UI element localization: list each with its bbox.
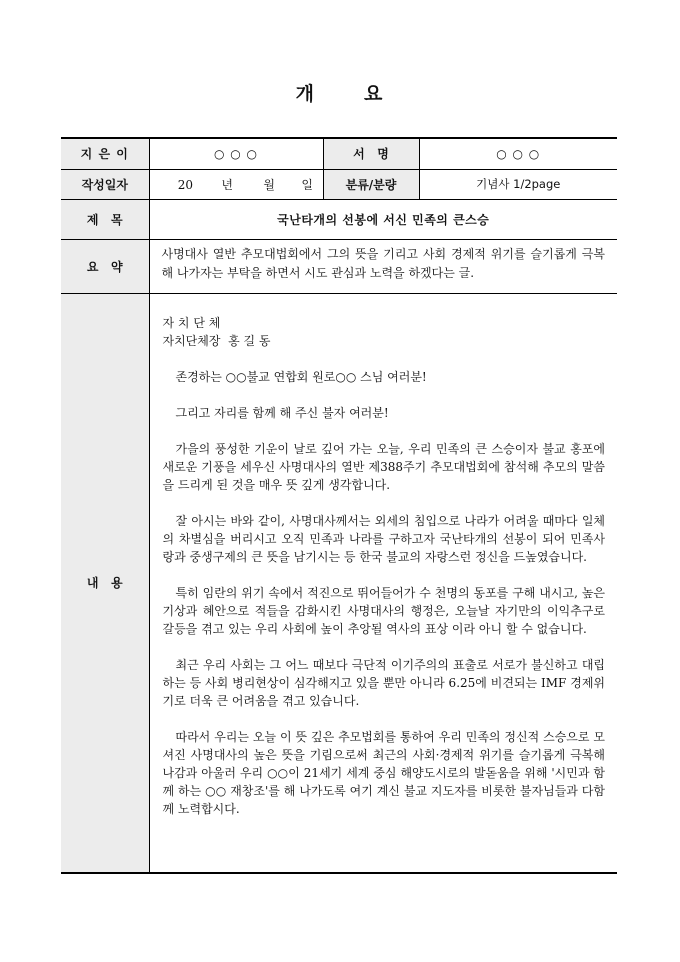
page-title-char-2: 요 (364, 83, 385, 105)
date-year-unit: 년 (221, 177, 233, 192)
date-year: 20 (177, 177, 193, 192)
page-title-char-1: 개 (295, 83, 316, 105)
content-paragraph: 따라서 우리는 오늘 이 뜻 깊은 추모법회를 통하여 우리 민족의 정신적 스승으로 모셔진 사명대사의 높은 뜻을 기림으로써 최근의 사회·경제적 위기를 슬기롭게 극복해 나감과 아울러 우리 ○○이 21세기 세계 중심 해양도시로의 발돋움을 위해 '시민과 함께 하는 ○○ 재창조'를 해 나가도록 여기 계신 불교 지도자를 비롯한 불자님들과 다함께 노력합시다. (162, 729, 605, 816)
content-label: 내 용 (61, 293, 149, 873)
date-day-unit: 일 (301, 177, 313, 192)
content-paragraph: 잘 아시는 바와 같이, 사명대사께서는 외세의 침입으로 나라가 어려울 때마다 일체의 차별심을 버리시고 오직 민족과 나라를 구하고자 국난타개의 선봉이 되어 민족사랑과 중생구제의 큰 뜻을 남기시는 등 한국 불교의 자랑스런 정신을 드높였습니다. (162, 513, 605, 564)
content-paragraph: 가을의 풍성한 기운이 날로 깊어 가는 오늘, 우리 민족의 큰 스승이자 불교 홍포에 새로운 기풍을 세우신 사명대사의 열반 제388주기 추모대법회에 참석해 추모의 말씀을 드리게 된 것을 매우 뜻 깊게 생각합니다. (162, 441, 605, 492)
overview-form-table (61, 137, 617, 874)
content-paragraph: 존경하는 ○○불교 연합회 원로○○ 스님 여러분! (175, 369, 427, 384)
title-label: 제 목 (61, 199, 149, 239)
content-speaker: 자치단체장 홍 길 동 (162, 333, 271, 348)
page-title (0, 79, 680, 106)
document-title: 국난타개의 선봉에 서신 민족의 큰스승 (149, 199, 617, 239)
content-paragraph: 특히 임란의 위기 속에서 적진으로 뛰어들어가 수 천명의 동포를 구해 내시고, 높은 기상과 혜안으로 적들을 감화시킨 사명대사의 행정은, 오늘날 자기만의 이익추구로 갈등을 겪고 있는 우리 사회에 높이 추앙될 역사의 표상 이라 아니 할 수 없습니다. (162, 585, 605, 636)
content-paragraph: 그리고 자리를 함께 해 주신 불자 여러분! (175, 405, 389, 420)
summary-text: 사명대사 열반 추모대법회에서 그의 뜻을 기리고 사회 경제적 위기를 슬기롭게 극복해 나가자는 부탁을 하면서 시도 관심과 노력을 하겠다는 글. (149, 239, 617, 293)
signature-value: ○ ○ ○ (419, 138, 617, 169)
category-value: 기념사 1/2page (419, 169, 617, 199)
content-paragraph: 최근 우리 사회는 그 어느 때보다 극단적 이기주의의 표출로 서로가 불신하고 대립하는 등 사회 병리현상이 심각해지고 있을 뿐만 아니라 6.25에 비견되는 IMF 경제위기로 더욱 큰 어려움을 겪고 있습니다. (162, 657, 605, 708)
date-month-unit: 월 (263, 177, 275, 192)
summary-label: 요 약 (61, 239, 149, 293)
content-org: 자 치 단 체 (162, 315, 221, 330)
date-value (149, 169, 323, 199)
author-label: 지 은 이 (61, 138, 149, 169)
author-value: ○ ○ ○ (149, 138, 323, 169)
content-body (149, 293, 617, 873)
signature-label: 서 명 (323, 138, 419, 169)
category-label: 분류/분량 (323, 169, 419, 199)
date-label: 작성일자 (61, 169, 149, 199)
